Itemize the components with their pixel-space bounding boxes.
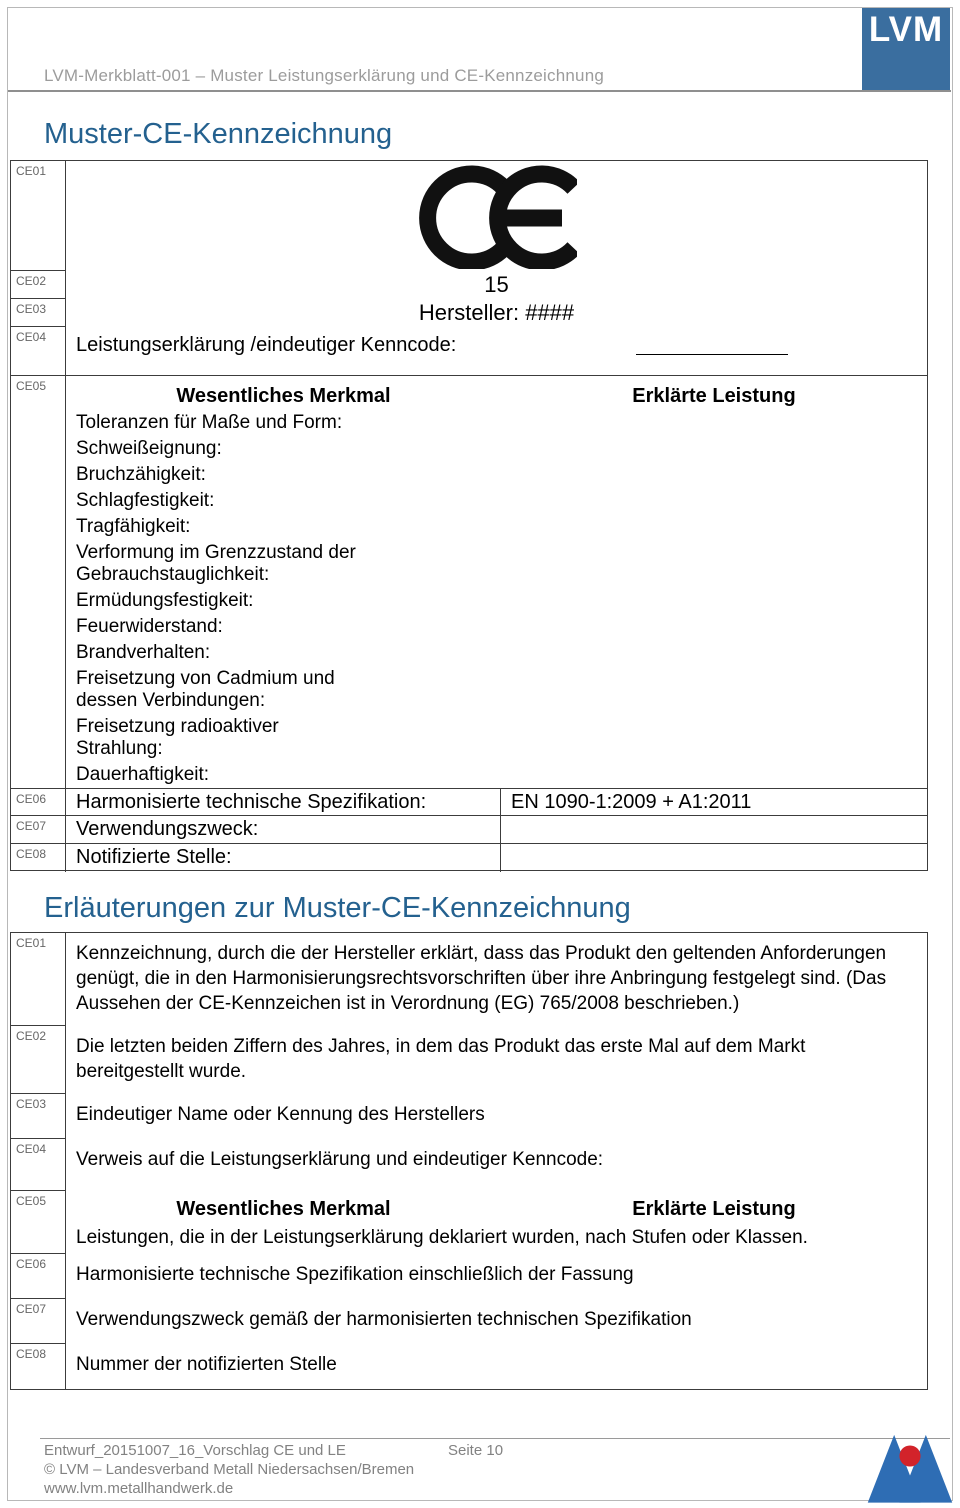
characteristics-list: [76, 412, 366, 786]
intended-use-label: Verwendungszweck:: [66, 816, 501, 843]
explanation-ce06: Harmonisierte technische Spezifikation einschließlich der Fassung: [76, 1264, 634, 1285]
explanation-ce01: Kennzeichnung, durch die der Hersteller erklärt, dass das Produkt den geltenden Anforderungen genügt, die in den Harmonisierungsrechtsvorschriften über ihre Anbringung festgelegt sind. (Das Aussehen der CE-Kennzeichen ist in Verordnung (EG) 765/2008 beschrieben.): [76, 943, 887, 1014]
footer-website: www.lvm.metallhandwerk.de: [44, 1480, 234, 1497]
row-label-ce04: CE04: [11, 327, 66, 375]
table-row: [11, 789, 927, 816]
explanation-ce08: Nummer der notifizierten Stelle: [76, 1354, 337, 1375]
column-header-leistung: Erklärte Leistung: [632, 385, 796, 407]
footer-document-name: Entwurf_20151007_16_Vorschlag CE und LE: [44, 1442, 346, 1459]
footer-copyright: © LVM – Landesverband Metall Niedersachsen/Bremen: [44, 1461, 415, 1478]
merkmal-item: Brandverhalten:: [76, 642, 211, 663]
metallhandwerk-logo-icon: [866, 1428, 954, 1506]
kenncode-cell: [66, 327, 927, 375]
column-header-merkmal: Wesentliches Merkmal: [176, 385, 391, 407]
row-label-ce02: CE02: [11, 271, 66, 299]
table-row: [11, 271, 927, 299]
notified-body-cell: [66, 844, 927, 872]
merkmal-item: Ermüdungsfestigkeit:: [76, 590, 254, 611]
explanation-ce07: Verwendungszweck gemäß der harmonisierten technischen Spezifikation: [76, 1309, 692, 1330]
specification-value: EN 1090-1:2009 + A1:2011: [511, 791, 752, 813]
table-row: [11, 1254, 927, 1299]
lvm-logo: [862, 8, 950, 90]
merkmal-item: Verformung im Grenzzustand der Gebrauchstauglichkeit:: [76, 542, 356, 585]
merkmal-item: Freisetzung von Cadmium und dessen Verbindungen:: [76, 668, 335, 711]
table-row: [11, 327, 927, 376]
section2-title: Erläuterungen zur Muster-CE-Kennzeichnung: [44, 892, 631, 924]
merkmal-item: Dauerhaftigkeit:: [76, 764, 210, 785]
manufacturer-value: Hersteller: ####: [418, 300, 575, 325]
merkmal-item: Freisetzung radioaktiver Strahlung:: [76, 716, 279, 759]
merkmal-item: Toleranzen für Maße und Form:: [76, 412, 343, 433]
kenncode-label: Leistungserklärung /eindeutiger Kenncode:: [76, 334, 457, 356]
merkmal-item: Schweißeignung:: [76, 438, 222, 459]
row-label-ce04: CE04: [11, 1139, 66, 1191]
specification-cell: [66, 789, 927, 815]
notified-body-label: Notifizierte Stelle:: [66, 844, 501, 872]
column-header-merkmal: Wesentliches Merkmal: [176, 1198, 391, 1220]
footer-divider: [40, 1438, 950, 1439]
merkmal-item: Feuerwiderstand:: [76, 616, 223, 637]
explanation-ce04: Verweis auf die Leistungserklärung und eindeutiger Kenncode:: [76, 1149, 604, 1170]
row-label-ce05: CE05: [11, 1191, 66, 1254]
table-row: [11, 933, 927, 1026]
ce-mark-logo: [66, 161, 927, 271]
year-value: 15: [484, 272, 509, 297]
row-label-ce08: CE08: [11, 1344, 66, 1389]
table-row: [11, 299, 927, 327]
header-divider: [8, 90, 951, 92]
intended-use-value: [501, 816, 927, 843]
row-label-ce07: CE07: [11, 816, 66, 843]
merkmal-item: Tragfähigkeit:: [76, 516, 191, 537]
notified-body-value: [501, 844, 927, 872]
table-row: [11, 1139, 927, 1191]
row-label-ce03: CE03: [11, 1094, 66, 1139]
characteristics-header: [66, 376, 927, 408]
specification-label: Harmonisierte technische Spezifikation:: [66, 789, 501, 815]
table-row: [11, 376, 927, 789]
table-row: [11, 1191, 927, 1254]
merkmal-item: Schlagfestigkeit:: [76, 490, 215, 511]
explanation-ce05: Leistungen, die in der Leistungserklärung deklariert wurden, nach Stufen oder Klassen.: [76, 1227, 808, 1248]
row-label-ce03: CE03: [11, 299, 66, 327]
row-label-ce07: CE07: [11, 1299, 66, 1344]
explanation-ce02: Die letzten beiden Ziffern des Jahres, in dem das Produkt das erste Mal auf dem Markt bereitgestellt wurde.: [76, 1036, 806, 1082]
table-row: [11, 844, 927, 872]
explanations-table: [10, 932, 928, 1390]
merkmal-item: Bruchzähigkeit:: [76, 464, 206, 485]
table-row: [11, 1344, 927, 1389]
ce-mark-icon: [417, 163, 577, 269]
row-label-ce06: CE06: [11, 1254, 66, 1299]
ce-marking-table: [10, 160, 928, 871]
document-reference: LVM-Merkblatt-001 – Muster Leistungserklärung und CE-Kennzeichnung: [44, 66, 605, 85]
kenncode-blank-line: [636, 354, 788, 355]
row-label-ce01: CE01: [11, 933, 66, 1026]
row-label-ce06: CE06: [11, 789, 66, 815]
explanation-ce05-cell: [66, 1191, 927, 1254]
row-label-ce02: CE02: [11, 1026, 66, 1094]
intended-use-cell: [66, 816, 927, 843]
characteristics-cell: [66, 376, 927, 788]
row-label-ce01: CE01: [11, 161, 66, 271]
ce-mark-cell: [66, 161, 927, 271]
explanation-ce03: Eindeutiger Name oder Kennung des Herstellers: [76, 1104, 485, 1125]
row-label-ce05: CE05: [11, 376, 66, 788]
table-row: [11, 816, 927, 844]
table-row: [11, 1026, 927, 1094]
table-row: [11, 161, 927, 271]
metallhandwerk-logo: [866, 1428, 954, 1506]
row-label-ce08: CE08: [11, 844, 66, 872]
section1-title: Muster-CE-Kennzeichnung: [44, 118, 393, 150]
table-row: [11, 1094, 927, 1139]
table-row: [11, 1299, 927, 1344]
lvm-logo-text: LVM: [868, 10, 944, 49]
footer-page-number: Seite 10: [448, 1442, 504, 1459]
column-header-leistung: Erklärte Leistung: [632, 1198, 796, 1220]
